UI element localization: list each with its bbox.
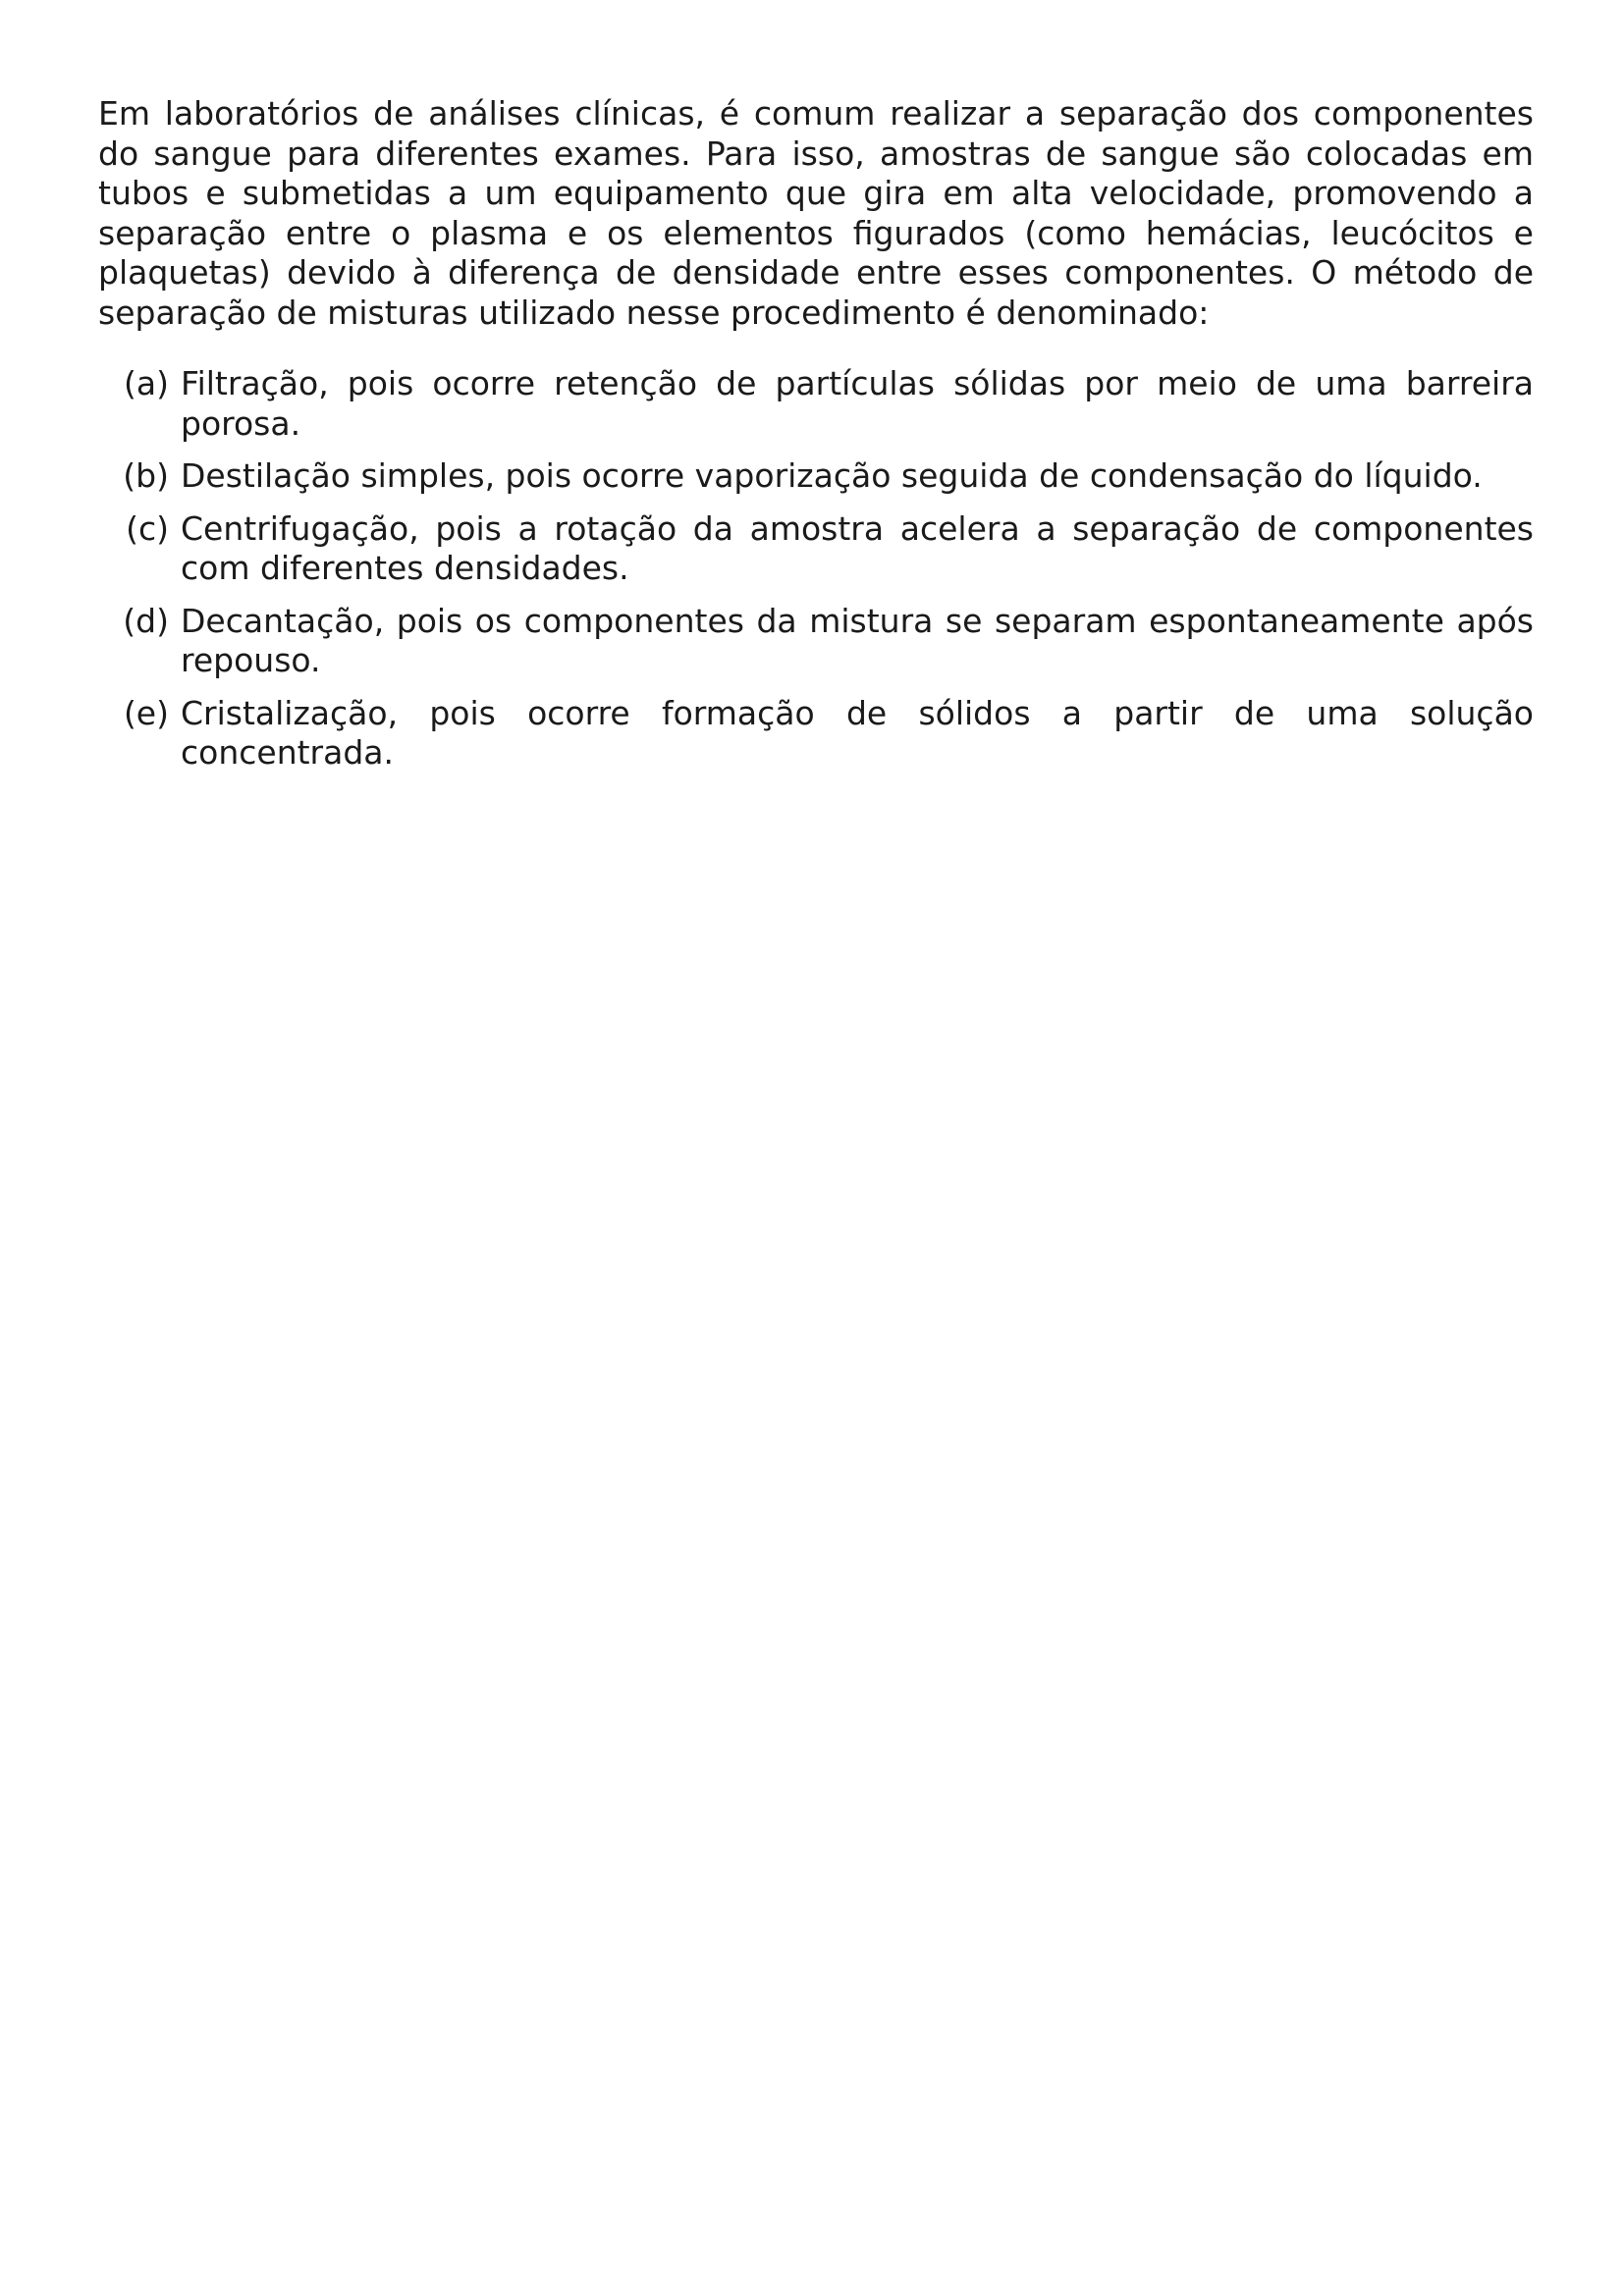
option-marker: (c) (126, 508, 169, 548)
option-marker: (b) (123, 456, 169, 495)
answer-option-e (98, 694, 1534, 774)
option-marker: (e) (123, 693, 169, 732)
question-stem: Em laboratórios de análises clínicas, é comum realizar a separação dos componentes do sangue para diferentes exames. Para isso, amostras de sangue são colocadas em tubos e submetidas a um equipamento que gira em alta velocidade, promovendo a separação entre o plasma e os elementos figurados (como hemácias, leucócitos e plaquetas) devido à diferença de densidade entre esses componentes. O método de separação de misturas utilizado nesse procedimento é denominado: (98, 94, 1534, 332)
option-text: Centrifugação, pois a rotação da amostra acelera a separação de componentes com diferentes densidades. (181, 508, 1534, 587)
answer-options-list (98, 364, 1534, 774)
option-text: Filtração, pois ocorre retenção de partículas sólidas por meio de uma barreira porosa. (181, 364, 1534, 443)
answer-option-d (98, 602, 1534, 681)
question-page (98, 94, 1534, 786)
option-text: Decantação, pois os componentes da mistura se separam espontaneamente após repouso. (181, 601, 1534, 679)
option-text: Destilação simples, pois ocorre vaporização seguida de condensação do líquido. (181, 456, 1483, 495)
option-text: Cristalização, pois ocorre formação de sólidos a partir de uma solução concentrada. (181, 693, 1534, 772)
option-marker: (d) (123, 601, 169, 640)
answer-option-b (98, 456, 1534, 497)
answer-option-c (98, 509, 1534, 589)
answer-option-a (98, 364, 1534, 444)
option-marker: (a) (124, 364, 169, 402)
